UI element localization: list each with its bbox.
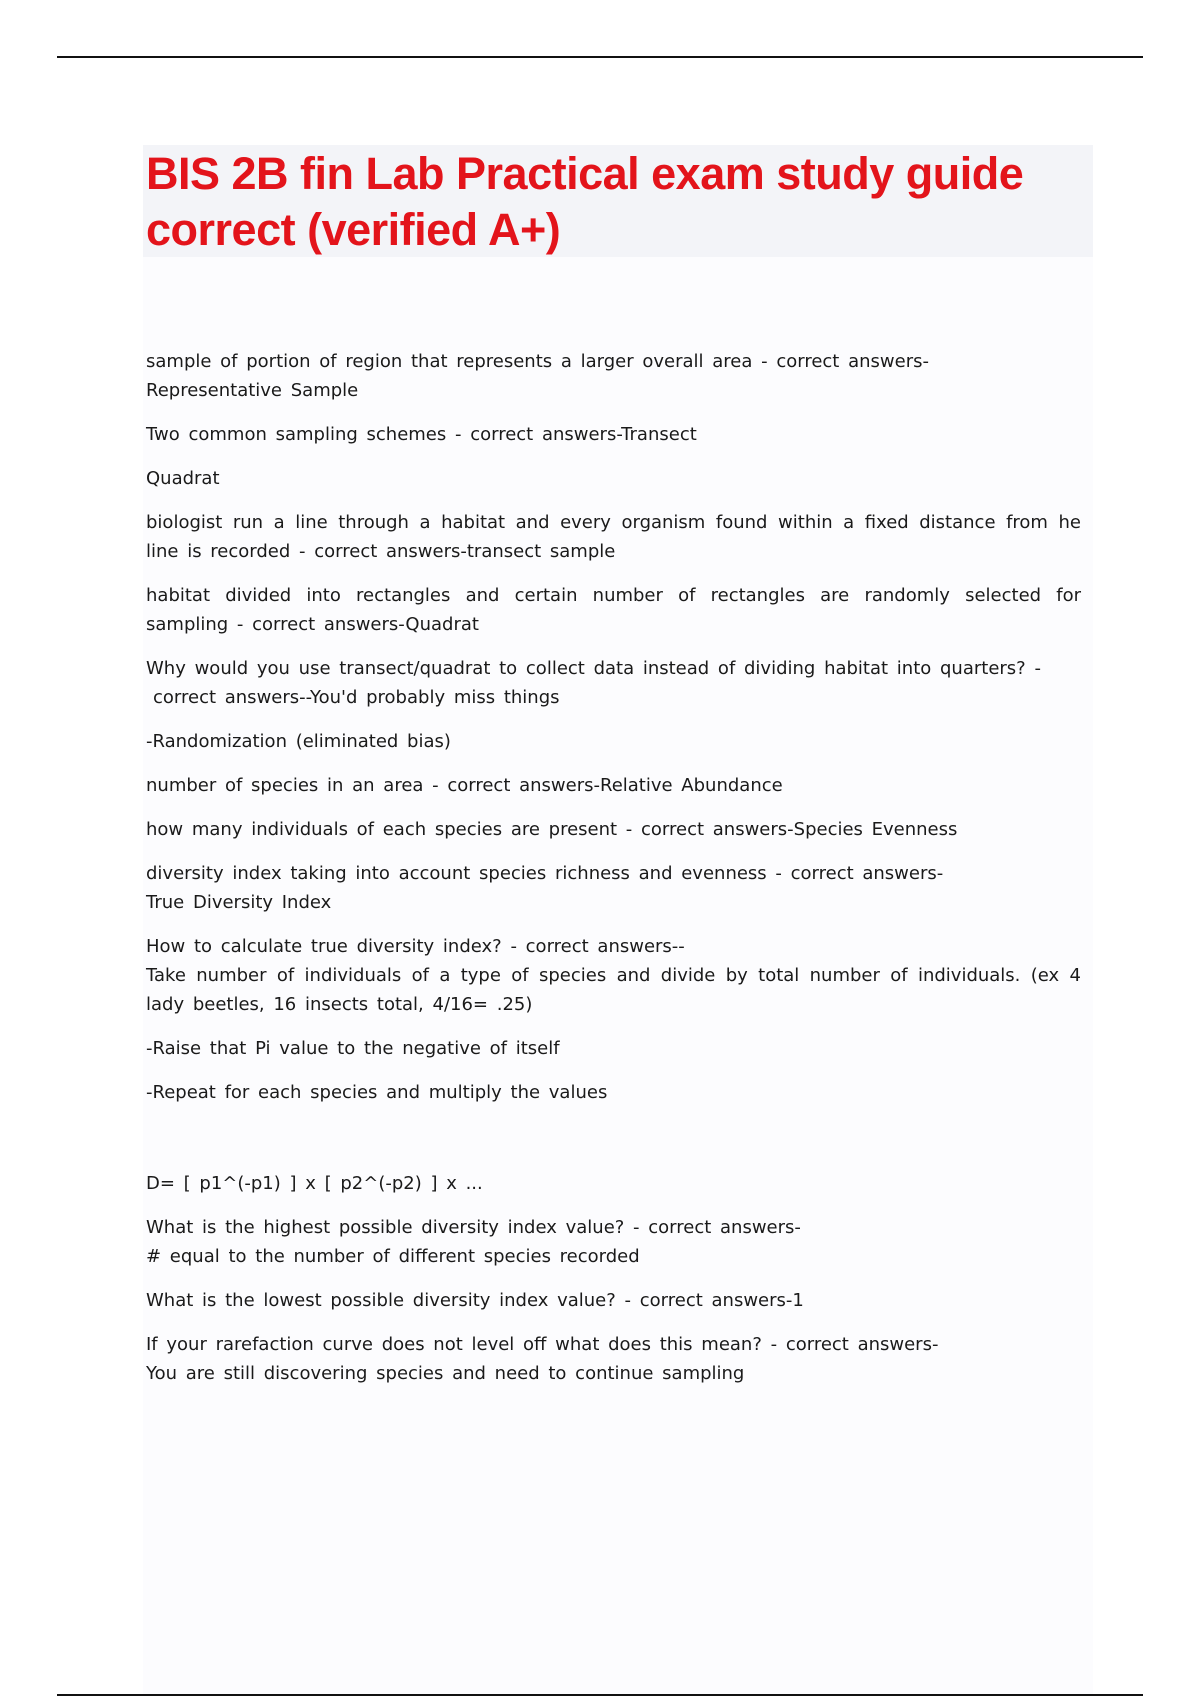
qa-entry [146, 932, 1081, 1019]
qa-entry [146, 654, 1081, 712]
entry-text: how many individuals of each species are present - correct answers-Species Evenness [146, 819, 958, 840]
entry-answer: correct answers--You'd probably miss things [153, 687, 560, 708]
entry-text: What is the highest possible diversity index value? - correct answers- [146, 1217, 801, 1238]
qa-entry [146, 581, 1081, 639]
entry-text: Two common sampling schemes - correct answers-Transect [146, 424, 697, 445]
entry-answer: # equal to the number of different species recorded [146, 1246, 640, 1267]
formula [146, 1169, 1081, 1198]
entry-text: If your rarefaction curve does not level off what does this mean? - correct answers- [146, 1334, 939, 1355]
qa-entry [146, 1213, 1081, 1271]
entry-text: -Raise that Pi value to the negative of itself [146, 1038, 560, 1059]
entry-text: habitat divided into rectangles and certain number of rectangles are randomly selected for sampling - correct answers-Quadrat [146, 585, 1081, 635]
qa-entry [146, 508, 1081, 566]
entry-answer: True Diversity Index [146, 892, 332, 913]
qa-entry [146, 727, 1081, 756]
qa-entry [146, 1034, 1081, 1063]
qa-entry [146, 1330, 1081, 1388]
qa-entry [146, 1078, 1081, 1107]
qa-entry [146, 420, 1081, 449]
qa-entry [146, 347, 1081, 405]
entry-text: -Repeat for each species and multiply the values [146, 1082, 608, 1103]
top-rule [57, 56, 1143, 58]
entry-text: sample of portion of region that represents a larger overall area - correct answers- [146, 351, 929, 372]
entry-text: Why would you use transect/quadrat to collect data instead of dividing habitat into quarters? - [146, 658, 1041, 679]
entry-text: number of species in an area - correct answers-Relative Abundance [146, 775, 783, 796]
entry-answer: Representative Sample [146, 380, 359, 401]
formula-text: D= [ p1^(-p1) ] x [ p2^(-p2) ] x ... [146, 1173, 483, 1194]
entry-text: What is the lowest possible diversity index value? - correct answers-1 [146, 1290, 804, 1311]
entry-text: Quadrat [146, 468, 220, 489]
bottom-rule [57, 1694, 1143, 1696]
qa-entry [146, 815, 1081, 844]
entry-text: How to calculate true diversity index? - correct answers-- [146, 936, 685, 957]
document-title: BIS 2B fin Lab Practical exam study guide correct (verified A+) [146, 148, 1024, 255]
entry-answer: You are still discovering species and need to continue sampling [146, 1363, 745, 1384]
entry-text: diversity index taking into account species richness and evenness - correct answers- [146, 863, 944, 884]
qa-entry [146, 859, 1081, 917]
qa-entry [146, 1286, 1081, 1315]
entry-text: -Randomization (eliminated bias) [146, 731, 451, 752]
qa-entry [146, 771, 1081, 800]
entry-answer: Take number of individuals of a type of species and divide by total number of individuals. (ex 4 lady beetles, 16 insects total, 4/16= .25) [146, 965, 1081, 1015]
qa-list [146, 347, 1081, 1403]
qa-entry [146, 464, 1081, 493]
entry-text: biologist run a line through a habitat and every organism found within a fixed distance from he line is recorded - correct answers-transect sample [146, 512, 1081, 562]
